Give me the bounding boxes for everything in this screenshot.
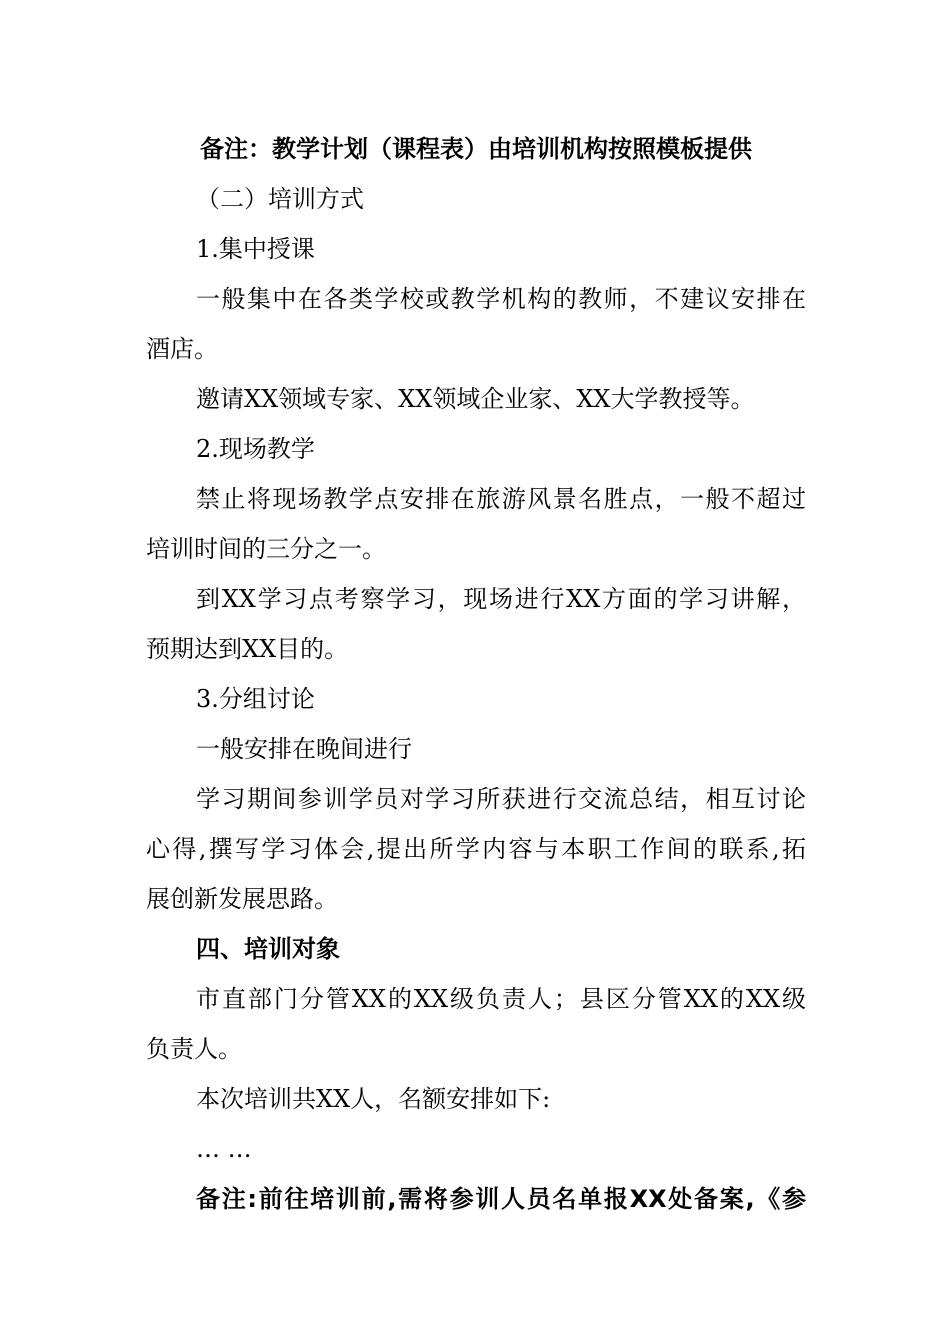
item3-title: 3.分组讨论 bbox=[196, 685, 315, 713]
ellipsis: … … bbox=[196, 1135, 252, 1163]
note-title: 备注：教学计划（课程表）由培训机构按照模板提供 bbox=[200, 135, 752, 163]
item2-paragraph1-line2: 培训时间的三分之一。 bbox=[146, 535, 386, 563]
item3-paragraph2-line2: 心得,撰写学习体会,提出所学内容与本职工作间的联系,拓 bbox=[146, 835, 806, 863]
item1-title: 1.集中授课 bbox=[196, 235, 315, 263]
section-training-method-heading: （二）培训方式 bbox=[196, 185, 364, 213]
item2-paragraph2-line1: 到XX学习点考察学习，现场进行XX方面的学习讲解， bbox=[196, 585, 806, 613]
item3-paragraph2-line3: 展创新发展思路。 bbox=[146, 885, 338, 913]
section4-paragraph1-line2: 负责人。 bbox=[146, 1035, 242, 1063]
section4-paragraph2: 本次培训共XX人，名额安排如下: bbox=[196, 1085, 551, 1113]
item1-paragraph1-line2: 酒店。 bbox=[146, 335, 218, 363]
item3-paragraph1: 一般安排在晚间进行 bbox=[196, 735, 412, 763]
item1-paragraph2: 邀请XX领域专家、XX领域企业家、XX大学教授等。 bbox=[196, 385, 755, 413]
item2-title: 2.现场教学 bbox=[196, 435, 315, 463]
item1-paragraph1-line1: 一般集中在各类学校或教学机构的教师，不建议安排在 bbox=[196, 285, 806, 313]
item2-paragraph1-line1: 禁止将现场教学点安排在旅游风景名胜点，一般不超过 bbox=[196, 485, 806, 513]
section4-paragraph1-line1: 市直部门分管XX的XX级负责人；县区分管XX的XX级 bbox=[196, 985, 806, 1013]
item2-paragraph2-line2: 预期达到XX目的。 bbox=[146, 635, 349, 663]
note2-line: 备注:前往培训前,需将参训人员名单报XX处备案,《参 bbox=[196, 1185, 806, 1213]
item3-paragraph2-line1: 学习期间参训学员对学习所获进行交流总结，相互讨论 bbox=[196, 785, 806, 813]
section4-title: 四、培训对象 bbox=[196, 935, 340, 963]
